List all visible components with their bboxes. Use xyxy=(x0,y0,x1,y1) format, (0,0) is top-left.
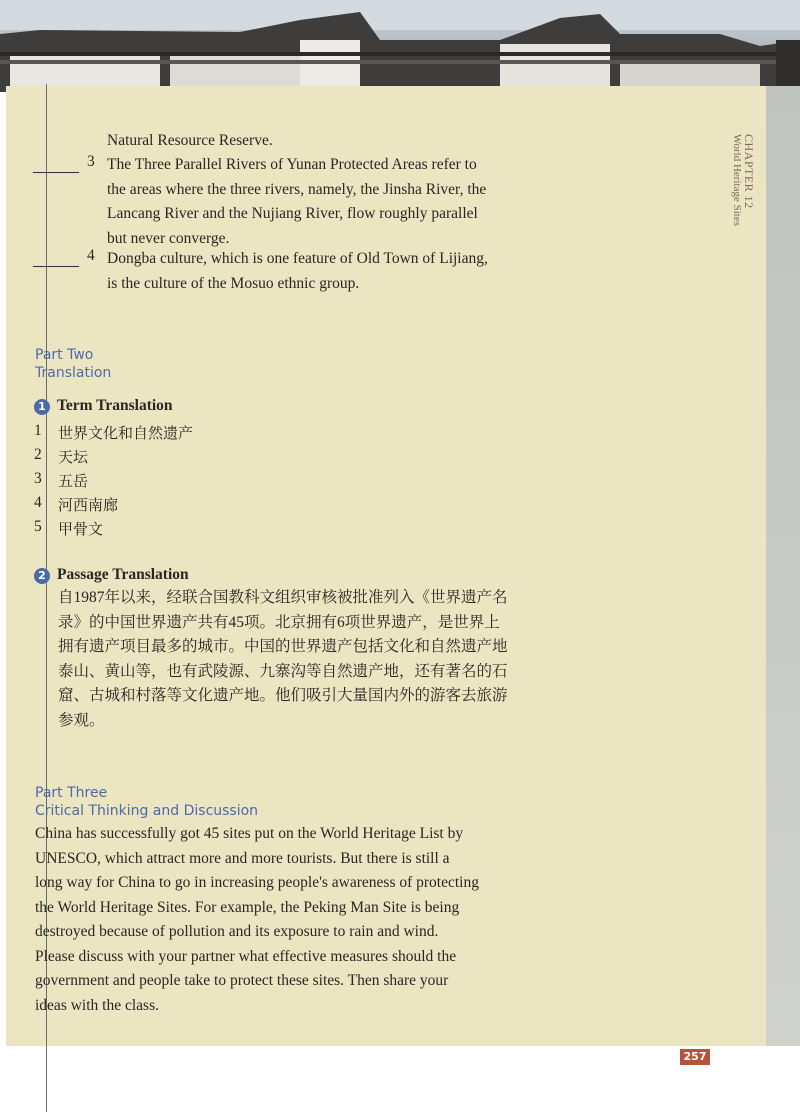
chapter-number: CHAPTER 12 xyxy=(742,134,756,209)
part-two-label: Part Two xyxy=(35,347,94,363)
rooftops-illustration xyxy=(0,0,800,92)
part-three-heading xyxy=(35,784,258,820)
passage-translation-heading: Passage Translation xyxy=(57,566,189,583)
term-number: 5 xyxy=(34,518,42,535)
term-number: 3 xyxy=(34,470,42,487)
page-number: 257 xyxy=(680,1049,710,1065)
header-photo xyxy=(0,0,800,92)
part-three-title: Critical Thinking and Discussion xyxy=(35,803,259,819)
chapter-title: World Heritage Sites xyxy=(731,134,743,226)
item-number-4: 4 xyxy=(87,247,95,264)
term-item: 天坛 xyxy=(58,450,89,466)
term-item: 世界文化和自然遗产 xyxy=(58,426,194,442)
item-4-text: Dongba culture, which is one feature of Old Town of Lijiang, is the culture of the Mosuo ethnic group. xyxy=(107,250,488,292)
exercise-prev-line: Natural Resource Reserve. xyxy=(107,132,273,149)
part-two-heading xyxy=(35,346,111,382)
photo-edge-strip xyxy=(766,86,800,1046)
term-item: 甲骨文 xyxy=(58,522,104,538)
chapter-tab xyxy=(728,134,762,254)
section-bullet-2: 2 xyxy=(34,568,50,584)
term-translation-heading: Term Translation xyxy=(57,397,173,414)
passage-text: 自1987年以来，经联合国教科文组织审核被批准列入《世界遗产名 录》的中国世界遗产共有45项。北京拥有6项世界遗产，是世界上 拥有遗产项目最多的城市。中国的世界遗产包括文化和自然遗产地 泰山、黄山等，也有武陵源、九寨沟等自然遗产地，还有著名的石 窟、古城和村落等文化遗产地。他们吸引大量国内外的游客去旅游 参观。 xyxy=(58,589,508,729)
term-number: 2 xyxy=(34,446,42,463)
part-three-label: Part Three xyxy=(35,785,108,801)
term-item: 河西南廊 xyxy=(58,498,119,514)
discussion-paragraph: China has successfully got 45 sites put on the World Heritage List by UNESCO, which attract more and more tourists. But there is still a long way for China to go in increasing people's awareness of protecting the World Heritage Sites. For example, the Peking Man Site is being destroyed because of pollution and its exposure to rain and wind. Please discuss with your partner what effective measures should the government and people take to protect these sites. Then share your ideas with the class. xyxy=(35,825,479,1014)
term-number: 1 xyxy=(34,422,42,439)
part-two-title: Translation xyxy=(35,365,112,381)
item-number-3: 3 xyxy=(87,153,95,170)
term-number: 4 xyxy=(34,494,42,511)
term-item: 五岳 xyxy=(58,474,89,490)
answer-blank-3[interactable] xyxy=(33,172,79,173)
answer-blank-4[interactable] xyxy=(33,266,79,267)
section-bullet-1: 1 xyxy=(34,399,50,415)
item-3-text: The Three Parallel Rivers of Yunan Protected Areas refer to the areas where the three rivers, namely, the Jinsha River, the Lancang River and the Nujiang River, flow roughly parallel but never converge. xyxy=(107,156,487,247)
